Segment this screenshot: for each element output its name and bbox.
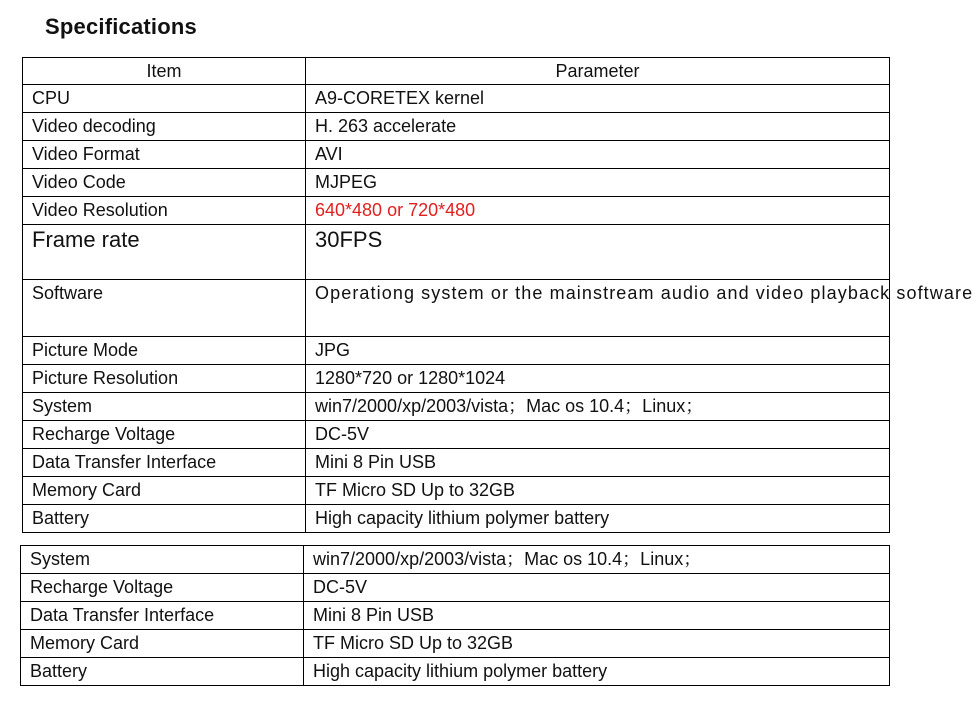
- parameter-cell: H. 263 accelerate: [306, 113, 890, 141]
- table-row: [21, 630, 890, 658]
- parameter-cell: DC-5V: [306, 421, 890, 449]
- item-cell: Video Format: [23, 141, 306, 169]
- table-row: [23, 141, 890, 169]
- table-row: [23, 365, 890, 393]
- item-cell: System: [23, 393, 306, 421]
- item-cell: Video Code: [23, 169, 306, 197]
- item-cell: Battery: [21, 658, 304, 686]
- table-row: [23, 393, 890, 421]
- table-row: [23, 85, 890, 113]
- parameter-cell: AVI: [306, 141, 890, 169]
- parameter-cell: Mini 8 Pin USB: [306, 449, 890, 477]
- table-header-row: [23, 58, 890, 85]
- parameter-cell: High capacity lithium polymer battery: [304, 658, 890, 686]
- table-row: [21, 602, 890, 630]
- table-row: [23, 449, 890, 477]
- parameter-cell: TF Micro SD Up to 32GB: [306, 477, 890, 505]
- item-cell: Picture Mode: [23, 337, 306, 365]
- parameter-cell: DC-5V: [304, 574, 890, 602]
- parameter-cell: MJPEG: [306, 169, 890, 197]
- table-row: [23, 197, 890, 225]
- item-cell: Memory Card: [23, 477, 306, 505]
- item-cell: Software: [23, 280, 306, 337]
- parameter-cell: 30FPS: [306, 225, 890, 280]
- page-title: Specifications: [45, 14, 197, 39]
- item-cell: Video decoding: [23, 113, 306, 141]
- table-row: [23, 477, 890, 505]
- specifications-table: [22, 57, 973, 533]
- table-row: [21, 574, 890, 602]
- table-row: [23, 337, 890, 365]
- parameter-cell: win7/2000/xp/2003/vista；Mac os 10.4；Linux；: [306, 393, 890, 421]
- item-cell: CPU: [23, 85, 306, 113]
- item-cell: System: [21, 546, 304, 574]
- item-cell: Data Transfer Interface: [23, 449, 306, 477]
- parameter-cell: win7/2000/xp/2003/vista；Mac os 10.4；Linux；: [304, 546, 890, 574]
- parameter-cell: A9-CORETEX kernel: [306, 85, 890, 113]
- parameter-cell: Operationg system or the mainstream audio and video playback software: [306, 280, 890, 337]
- parameter-column-header: Parameter: [306, 58, 890, 85]
- parameter-cell-highlighted: 640*480 or 720*480: [306, 197, 890, 225]
- table-row: [23, 169, 890, 197]
- table-row: [23, 225, 890, 280]
- parameter-cell: TF Micro SD Up to 32GB: [304, 630, 890, 658]
- table-row: [23, 113, 890, 141]
- item-cell: Recharge Voltage: [21, 574, 304, 602]
- table-row: [21, 546, 890, 574]
- item-cell: Picture Resolution: [23, 365, 306, 393]
- parameter-cell: Mini 8 Pin USB: [304, 602, 890, 630]
- table-row: [23, 505, 890, 533]
- item-cell: Video Resolution: [23, 197, 306, 225]
- table-row: [21, 658, 890, 686]
- table-row: [23, 280, 890, 337]
- item-column-header: Item: [23, 58, 306, 85]
- table-row: [23, 421, 890, 449]
- specifications-table-continued: [20, 545, 890, 686]
- item-cell: Battery: [23, 505, 306, 533]
- item-cell: Frame rate: [23, 225, 306, 280]
- item-cell: Memory Card: [21, 630, 304, 658]
- item-cell: Data Transfer Interface: [21, 602, 304, 630]
- parameter-cell: 1280*720 or 1280*1024: [306, 365, 890, 393]
- parameter-cell: High capacity lithium polymer battery: [306, 505, 890, 533]
- parameter-cell: JPG: [306, 337, 890, 365]
- item-cell: Recharge Voltage: [23, 421, 306, 449]
